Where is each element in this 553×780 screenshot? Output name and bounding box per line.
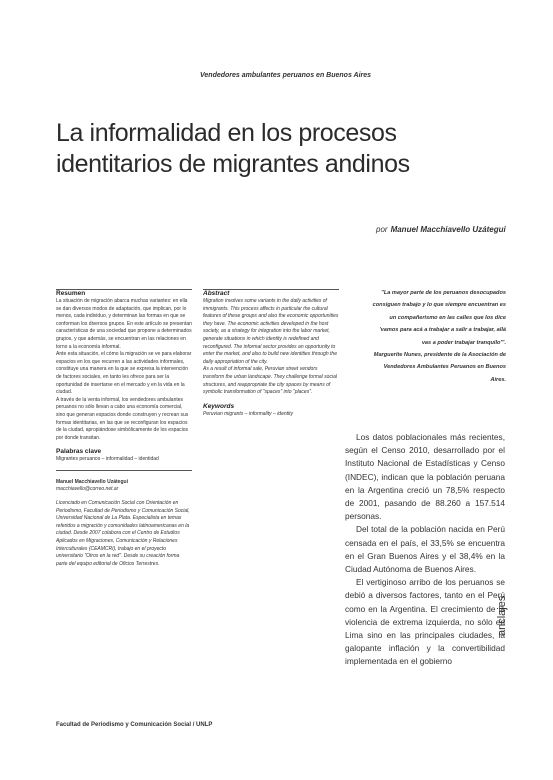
keywords-heading: Keywords	[203, 402, 235, 410]
palabras-clave-heading: Palabras clave	[56, 448, 102, 456]
abstract-paragraph: As a result of informal sale, Peruvian street vendors transform the urban landscape. They challenge formal social structures, and reappropriate the city spaces by means of symbolic transformation of "spaces" into "places".	[203, 366, 337, 396]
body-paragraph: Los datos poblacionales más recientes, según el Censo 2010, desarrollado por el Instituto Nacional de Estadísticas y Censo (INDEC), indican que la población peruana en la Argentina creció un 78,5% respecto de 2001, pasando de 88.260 a 157.514 personas.	[345, 432, 505, 522]
middle-column	[203, 289, 339, 418]
body-paragraph: El vertiginoso arribo de los peruanos se debió a diversos factores, tanto en el Perú como en la Argentina. El crecimiento de la violencia de extrema izquierda, no sólo en Lima sino en las principales ciudades, la galopante inflación y la convertibilidad implementada en el gobierno	[345, 577, 505, 667]
resumen-heading: Resumen	[56, 290, 86, 297]
author-email: macchiavello@correo.net.ar	[56, 486, 119, 493]
keywords-text: Peruvian migrants – informality – identity	[203, 410, 294, 417]
quote-text: "La mayor parte de los peruanos desocupados consiguen trabajo y lo que siempre encuentran es un compañerismo en las calles que los dice 'vamos para acá a trabajar a salir a trabajar, allá vas a poder trabajar tranquilo'".	[372, 290, 506, 346]
resumen-paragraph: Ante esta situación, el cómo la migración se ve para elaborar espacios en los que recurren a las actividades informales, constituye una manera en la que se expresa la intervención de factores sociales, en tanto les ofrece para ser la oportunidad de insertarse en el mercado y en la vida en la ciudad.	[56, 351, 192, 396]
running-head: Vendedores ambulantes peruanos en Buenos Aires	[200, 72, 372, 79]
author-byline	[376, 224, 506, 236]
left-column	[56, 289, 192, 568]
resumen-paragraph: A través de la venta informal, los vendedores ambulantes peruanos no sólo llevan a cabo una economía comercial, sino que generan espacios donde construyen y recrean sus formas identitarias, en las que se reconfiguran los espacios de la ciudad, apropiándose simbólicamente de los espacios por donde transitan.	[56, 396, 189, 441]
footer: Facultad de Periodismo y Comunicación Social / UNLP	[56, 722, 213, 728]
resumen-paragraph: La situación de migración abarca muchas variantes: en ella se dan diversos modos de adaptación, que implican, por lo menos, cada individuo, y determinan las formas en que se conforman los diversos grupos. En este artículo se presentan características de una sociedad que propone a determinados grupos, y que además, se encuentran en las relaciones en torno a la economía informal.	[56, 298, 192, 350]
pull-quote	[372, 287, 506, 386]
quote-attribution: Marguerite Nunes, presidente de la Asociación de Vendedores Ambulantes Peruanos en Buenos Aires.	[373, 352, 506, 383]
palabras-clave-text: Migrantes peruanos – informalidad – identidad	[56, 456, 159, 463]
body-text	[345, 431, 505, 669]
side-label: anclajes	[496, 595, 508, 636]
author-name: Manuel Macchiavello Uzátegui	[390, 225, 506, 234]
abstract-heading: Abstract	[203, 290, 230, 297]
author-info-name: Manuel Macchiavello Uzátegui	[56, 478, 128, 485]
author-bio: Licenciado en Comunicación Social con Orientación en Periodismo, Facultad de Periodismo y Comunicación Social, Universidad Nacional de La Plata. Especialista en temas referidos a migración y comunidades latinoamericanas en la ciudad. Desde 2007 colabora con el Centro de Estudios Aplicados en Migraciones, Comunicación y Relaciones Interculturales (CEAMCRI), trabajo en el proyecto universitario "Otros en la red". Desde su creación forma parte del equipo editorial de Oficios Terrestres.	[56, 500, 190, 567]
article-title: La informalidad en los procesos identitarios de migrantes andinos	[56, 119, 410, 178]
body-paragraph: Del total de la población nacida en Perú censada en el país, el 33,5% se encuentra en el Gran Buenos Aires y el 38,4% en la Ciudad Autónoma de Buenos Aires.	[345, 524, 505, 575]
abstract-paragraph: Migration involves some variants in the daily activities of immigrants. This process affects in particular the cultural features of these groups and also the economic opportunities they have. The economic activities developed in the host society, as a strategy for integration into the labor market, generate situations in which identity is redefined and reconfigured. The informal sector provides an opportunity to enter the market, and also to build new identities through the daily appropriation of the city.	[203, 298, 339, 365]
author-prefix: por	[376, 225, 388, 234]
